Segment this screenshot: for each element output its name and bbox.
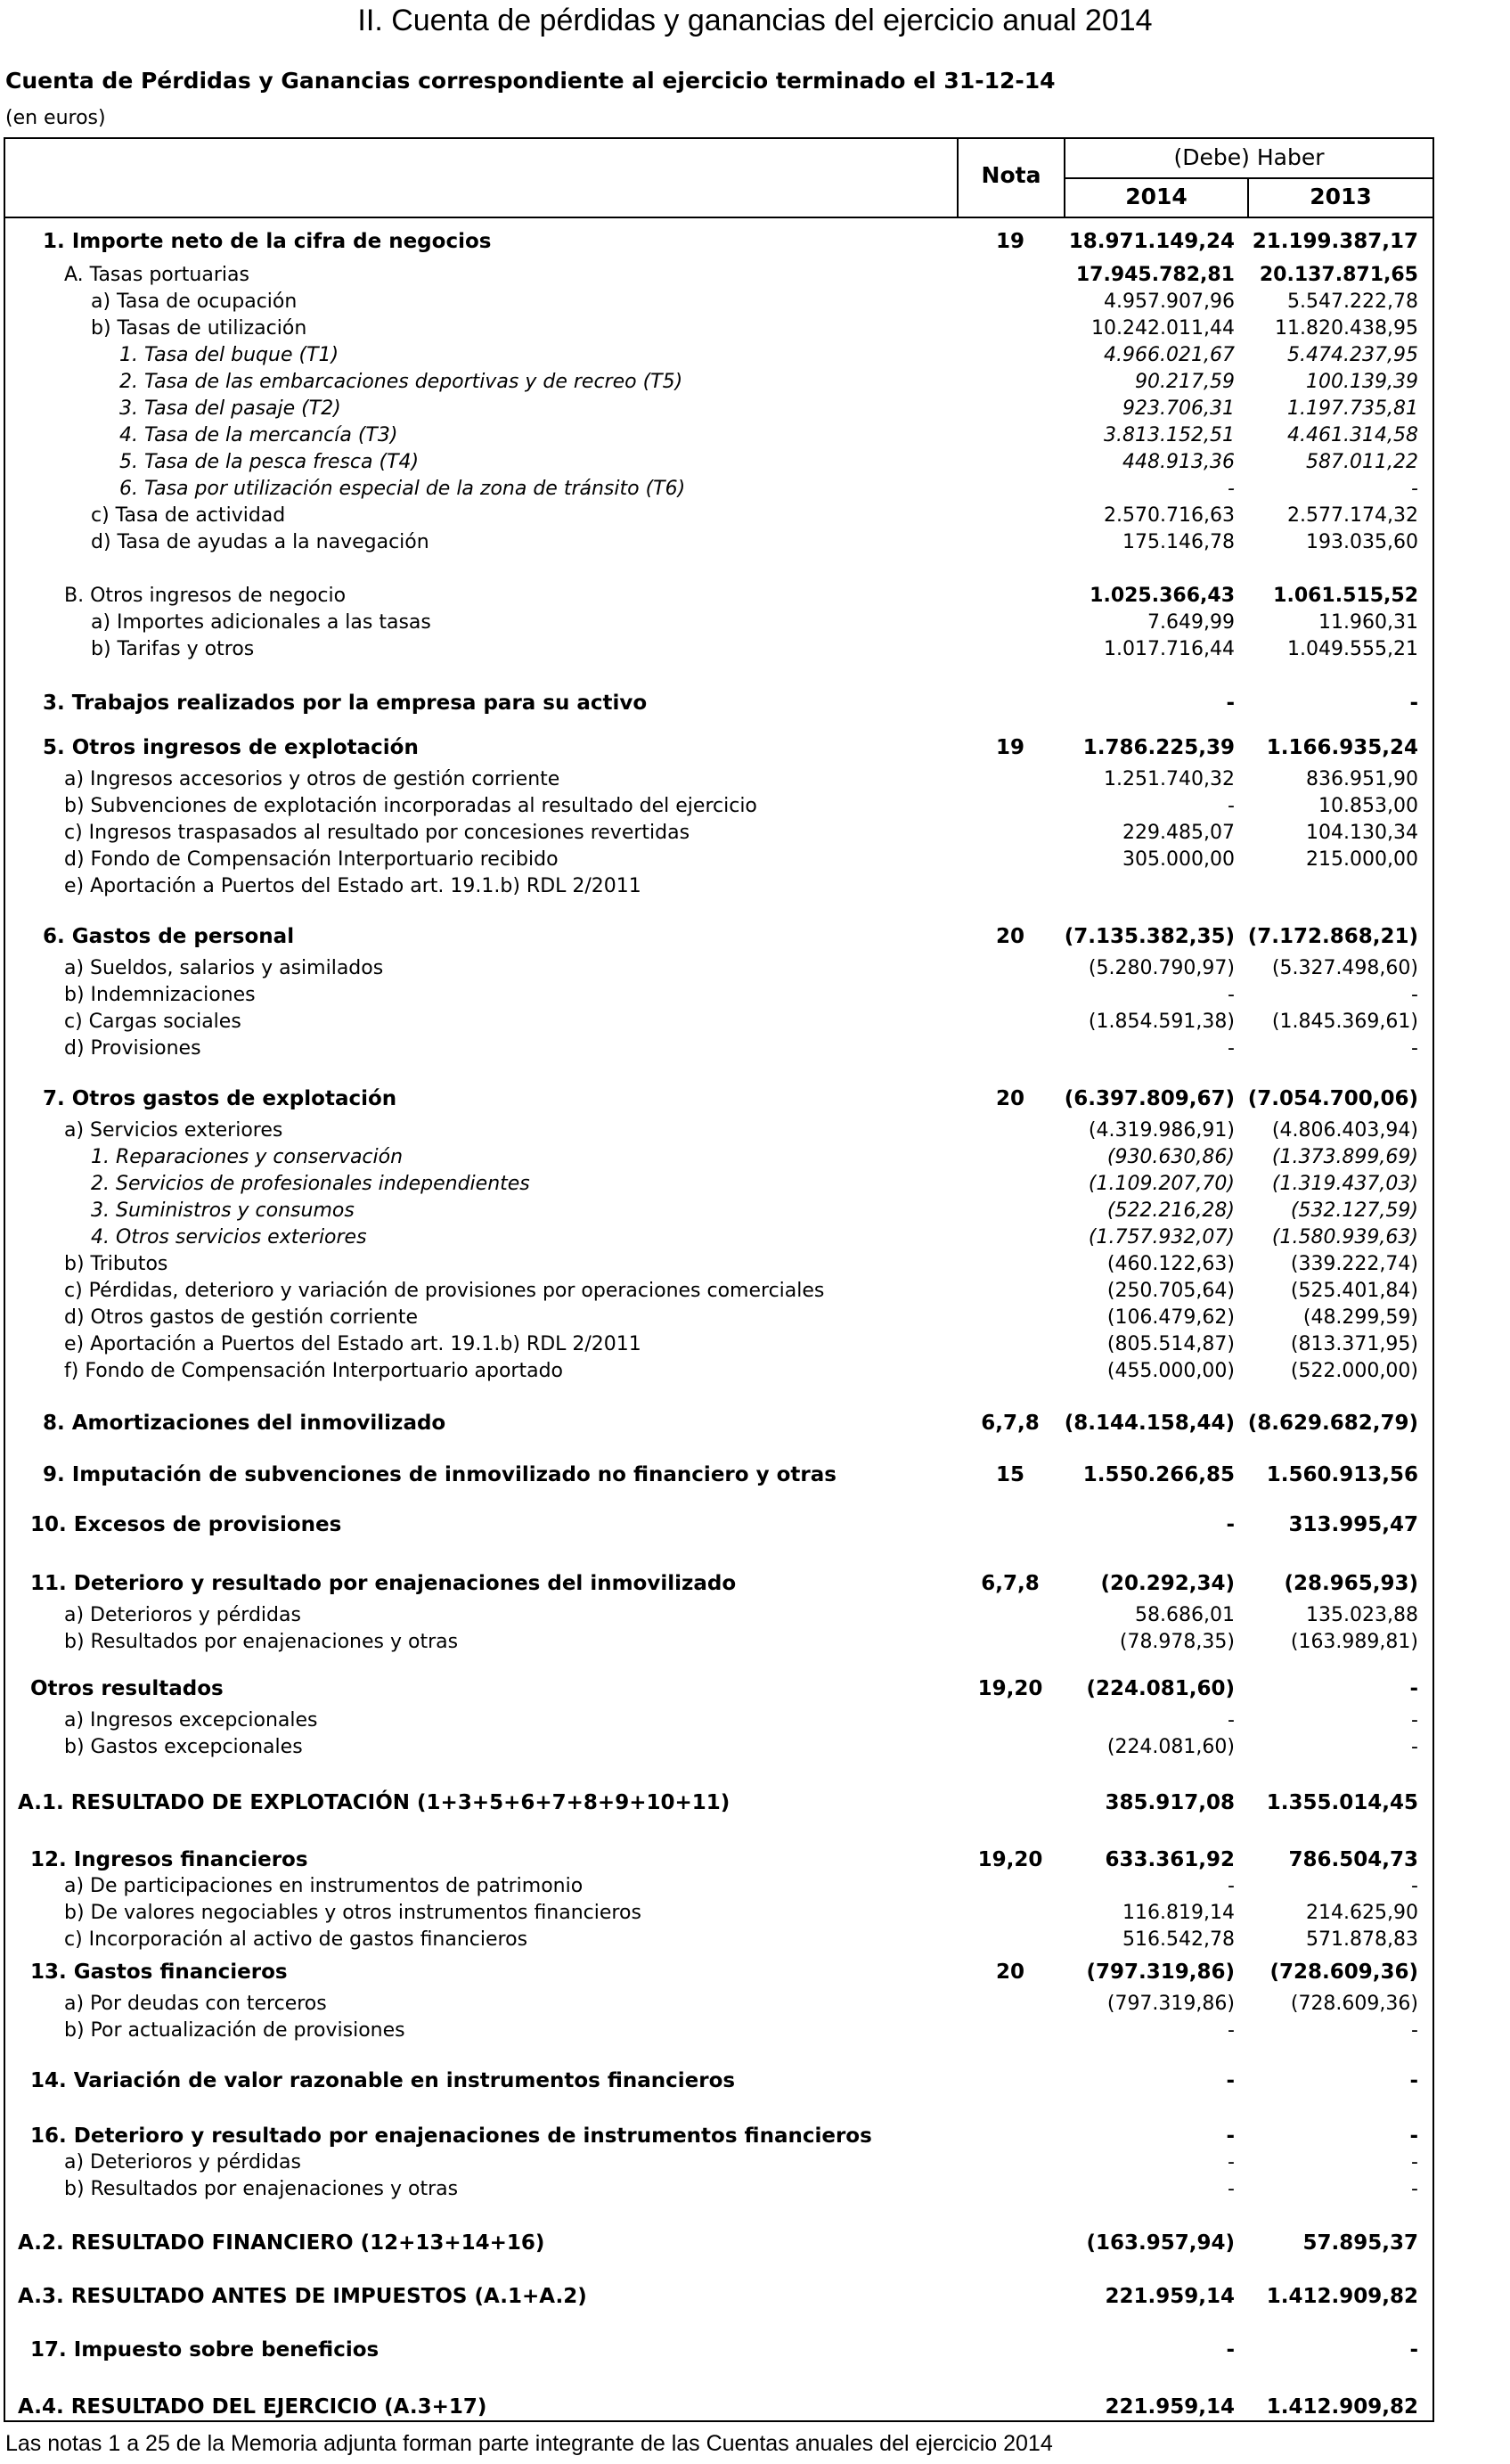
row-value-2013: 104.130,34 bbox=[1306, 822, 1418, 844]
row-label: A.2. RESULTADO FINANCIERO (12+13+14+16) bbox=[18, 2231, 545, 2255]
row-value-2014: (797.319,86) bbox=[1106, 1993, 1235, 2015]
row-label: b) Por actualización de provisiones bbox=[64, 2019, 405, 2042]
row-value-2013: - bbox=[1409, 2124, 1418, 2148]
row-label: a) Servicios exteriores bbox=[64, 1119, 283, 1142]
row-label: a) Sueldos, salarios y asimilados bbox=[64, 957, 384, 979]
row-value-2013: 20.137.871,65 bbox=[1259, 264, 1418, 286]
table-row bbox=[5, 369, 1432, 396]
table-row bbox=[5, 583, 1432, 610]
table-row bbox=[5, 820, 1432, 847]
table-row bbox=[5, 1358, 1432, 1385]
row-value-2013: 1.197.735,81 bbox=[1287, 397, 1418, 420]
row-value-2014: (455.000,00) bbox=[1106, 1360, 1235, 1382]
row-label: b) Tasas de utilización bbox=[91, 317, 307, 340]
row-value-2013: - bbox=[1409, 1677, 1418, 1700]
row-label: 3. Suministros y consumos bbox=[91, 1199, 355, 1222]
row-value-2014: (20.292,34) bbox=[1100, 1572, 1235, 1595]
row-nota: 19,20 bbox=[977, 1677, 1043, 1700]
row-value-2013: (1.319.437,03) bbox=[1271, 1173, 1418, 1195]
table-row bbox=[5, 2176, 1432, 2203]
row-value-2013: 1.412.909,82 bbox=[1266, 2395, 1418, 2419]
row-label: 5. Tasa de la pesca fresca (T4) bbox=[119, 451, 420, 473]
row-value-2014: (1.757.932,07) bbox=[1088, 1226, 1235, 1248]
row-label: A.1. RESULTADO DE EXPLOTACIÓN (1+3+5+6+7+8+9+10+11) bbox=[18, 1791, 731, 1814]
row-label: 17. Impuesto sobre beneficios bbox=[30, 2338, 380, 2362]
row-value-2014: 18.971.149,24 bbox=[1068, 230, 1235, 253]
row-value-2013: (1.373.899,69) bbox=[1271, 1146, 1418, 1168]
row-nota: 20 bbox=[995, 1961, 1024, 1984]
row-label: 12. Ingresos financieros bbox=[30, 1848, 308, 1871]
row-value-2013: (7.054.700,06) bbox=[1247, 1087, 1418, 1110]
row-label: b) Resultados por enajenaciones y otras bbox=[64, 2178, 459, 2200]
column-header-nota: Nota bbox=[981, 162, 1041, 188]
row-value-2013: (4.806.403,94) bbox=[1271, 1119, 1418, 1142]
row-value-2013: - bbox=[1411, 1037, 1418, 1060]
row-value-2013: 2.577.174,32 bbox=[1287, 504, 1418, 527]
row-value-2014: - bbox=[1226, 692, 1235, 715]
row-value-2014: 385.917,08 bbox=[1105, 1791, 1235, 1814]
row-value-2014: 221.959,14 bbox=[1105, 2285, 1235, 2308]
row-nota: 20 bbox=[995, 1087, 1024, 1110]
table-row bbox=[5, 1900, 1432, 1927]
row-value-2014: 116.819,14 bbox=[1122, 1902, 1235, 1924]
row-value-2014: - bbox=[1228, 2151, 1235, 2173]
row-value-2014: 175.146,78 bbox=[1122, 531, 1235, 553]
row-label: a) Deterioros y pérdidas bbox=[64, 2151, 301, 2173]
row-value-2013: - bbox=[1411, 478, 1418, 500]
row-label: 8. Amortizaciones del inmovilizado bbox=[43, 1412, 446, 1435]
table-row bbox=[5, 289, 1432, 315]
row-value-2013: 11.960,31 bbox=[1318, 611, 1418, 634]
table-row bbox=[5, 636, 1432, 663]
row-value-2013: (339.222,74) bbox=[1290, 1253, 1418, 1275]
row-value-2013: 571.878,83 bbox=[1306, 1928, 1418, 1951]
row-value-2014: 4.957.907,96 bbox=[1104, 291, 1235, 313]
row-value-2014: 221.959,14 bbox=[1105, 2395, 1235, 2419]
table-row bbox=[5, 1991, 1432, 2018]
row-nota: 6,7,8 bbox=[981, 1572, 1040, 1595]
row-value-2013: - bbox=[1411, 2178, 1418, 2200]
row-value-2013: 193.035,60 bbox=[1306, 531, 1418, 553]
table-row bbox=[5, 396, 1432, 422]
table-row bbox=[5, 1461, 1432, 1488]
row-value-2014: 516.542,78 bbox=[1122, 1928, 1235, 1951]
table-row bbox=[5, 1251, 1432, 1278]
row-label: d) Tasa de ayudas a la navegación bbox=[91, 531, 429, 553]
table-row bbox=[5, 1846, 1432, 1873]
row-value-2014: (163.957,94) bbox=[1086, 2231, 1235, 2255]
row-value-2014: (224.081,60) bbox=[1086, 1677, 1235, 1700]
row-value-2013: - bbox=[1411, 1875, 1418, 1897]
row-value-2014: - bbox=[1228, 1875, 1235, 1897]
row-value-2014: (6.397.809,67) bbox=[1064, 1087, 1235, 1110]
row-value-2014: - bbox=[1228, 795, 1235, 817]
table-row bbox=[5, 1198, 1432, 1224]
row-value-2013: 1.166.935,24 bbox=[1266, 736, 1418, 759]
table-row bbox=[5, 2067, 1432, 2094]
row-value-2014: 633.361,92 bbox=[1105, 1848, 1235, 1871]
row-value-2013: 11.820.438,95 bbox=[1275, 317, 1418, 340]
page-title: II. Cuenta de pérdidas y ganancias del ejercicio anual 2014 bbox=[357, 4, 1153, 37]
table-row bbox=[5, 2123, 1432, 2149]
table-row bbox=[5, 982, 1432, 1009]
row-value-2014: 1.550.266,85 bbox=[1082, 1463, 1235, 1486]
row-value-2013: 836.951,90 bbox=[1306, 768, 1418, 790]
header-divider bbox=[1064, 177, 1432, 179]
row-label: a) Deterioros y pérdidas bbox=[64, 1604, 301, 1626]
table-row bbox=[5, 342, 1432, 369]
table-row bbox=[5, 1085, 1432, 1112]
row-label: b) Tributos bbox=[64, 1253, 168, 1275]
table-row bbox=[5, 847, 1432, 873]
table-row bbox=[5, 1570, 1432, 1597]
row-value-2014: (1.109.207,70) bbox=[1088, 1173, 1235, 1195]
row-label: 11. Deterioro y resultado por enajenaciones del inmovilizado bbox=[30, 1572, 737, 1595]
row-value-2014: 229.485,07 bbox=[1122, 822, 1235, 844]
row-value-2013: (48.299,59) bbox=[1302, 1306, 1418, 1329]
income-statement-table bbox=[4, 137, 1434, 2422]
row-value-2013: (163.989,81) bbox=[1290, 1631, 1418, 1653]
row-value-2013: (8.629.682,79) bbox=[1247, 1412, 1418, 1435]
row-label: b) Gastos excepcionales bbox=[64, 1736, 303, 1758]
row-nota: 19 bbox=[995, 230, 1024, 253]
row-value-2013: 215.000,00 bbox=[1306, 848, 1418, 871]
row-value-2014: 448.913,36 bbox=[1122, 451, 1235, 473]
row-value-2013: - bbox=[1409, 692, 1418, 715]
row-value-2014: (797.319,86) bbox=[1086, 1961, 1235, 1984]
row-label: d) Otros gastos de gestión corriente bbox=[64, 1306, 419, 1329]
row-value-2013: (28.965,93) bbox=[1284, 1572, 1418, 1595]
row-value-2013: - bbox=[1411, 1709, 1418, 1731]
column-header-group: (Debe) Haber bbox=[1173, 144, 1325, 170]
currency-note: (en euros) bbox=[5, 107, 106, 129]
row-value-2014: 58.686,01 bbox=[1135, 1604, 1235, 1626]
table-row bbox=[5, 2337, 1432, 2363]
row-label: b) Tarifas y otros bbox=[91, 638, 255, 660]
table-row bbox=[5, 923, 1432, 950]
header-bottom-rule bbox=[5, 217, 1432, 218]
row-value-2014: - bbox=[1228, 2019, 1235, 2042]
row-value-2014: 90.217,59 bbox=[1135, 371, 1235, 393]
row-label: b) Subvenciones de explotación incorporadas al resultado del ejercicio bbox=[64, 795, 757, 817]
row-label: A.4. RESULTADO DEL EJERCICIO (A.3+17) bbox=[18, 2395, 487, 2419]
row-value-2013: 214.625,90 bbox=[1306, 1902, 1418, 1924]
row-value-2014: (4.319.986,91) bbox=[1088, 1119, 1235, 1142]
row-value-2014: 1.251.740,32 bbox=[1104, 768, 1235, 790]
row-label: c) Pérdidas, deterioro y variación de provisiones por operaciones comerciales bbox=[64, 1280, 825, 1302]
table-row bbox=[5, 1602, 1432, 1629]
row-label: e) Aportación a Puertos del Estado art. 19.1.b) RDL 2/2011 bbox=[64, 875, 641, 897]
table-row bbox=[5, 1789, 1432, 1816]
row-value-2013: (1.580.939,63) bbox=[1271, 1226, 1418, 1248]
row-label: c) Ingresos traspasados al resultado por concesiones revertidas bbox=[64, 822, 690, 844]
row-value-2014: (460.122,63) bbox=[1106, 1253, 1235, 1275]
row-value-2014: (7.135.382,35) bbox=[1064, 925, 1235, 948]
row-value-2014: (522.216,28) bbox=[1106, 1199, 1235, 1222]
row-value-2013: - bbox=[1411, 2019, 1418, 2042]
row-value-2013: (5.327.498,60) bbox=[1271, 957, 1418, 979]
row-value-2014: (78.978,35) bbox=[1119, 1631, 1235, 1653]
table-row bbox=[5, 1629, 1432, 1656]
table-row bbox=[5, 1873, 1432, 1900]
row-value-2013: - bbox=[1411, 1736, 1418, 1758]
table-row bbox=[5, 1171, 1432, 1198]
row-label: d) Fondo de Compensación Interportuario recibido bbox=[64, 848, 559, 871]
footer-note: Las notas 1 a 25 de la Memoria adjunta forman parte integrante de las Cuentas anuales del ejercicio 2014 bbox=[5, 2431, 1053, 2456]
row-label: 1. Tasa del buque (T1) bbox=[119, 344, 339, 366]
table-row bbox=[5, 2230, 1432, 2256]
row-label: a) Ingresos excepcionales bbox=[64, 1709, 318, 1731]
row-label: c) Tasa de actividad bbox=[91, 504, 286, 527]
row-value-2014: 4.966.021,67 bbox=[1104, 344, 1235, 366]
row-value-2013: 313.995,47 bbox=[1288, 1513, 1418, 1536]
row-value-2013: 786.504,73 bbox=[1288, 1848, 1418, 1871]
table-row bbox=[5, 1410, 1432, 1437]
table-row bbox=[5, 262, 1432, 289]
row-value-2013: 1.049.555,21 bbox=[1287, 638, 1418, 660]
row-value-2013: (532.127,59) bbox=[1290, 1199, 1418, 1222]
table-row bbox=[5, 690, 1432, 716]
row-label: 6. Gastos de personal bbox=[43, 925, 295, 948]
table-row bbox=[5, 315, 1432, 342]
row-value-2014: (8.144.158,44) bbox=[1064, 1412, 1235, 1435]
row-value-2014: 10.242.011,44 bbox=[1091, 317, 1235, 340]
row-value-2014: (1.854.591,38) bbox=[1088, 1011, 1235, 1033]
row-value-2014: (106.479,62) bbox=[1106, 1306, 1235, 1329]
row-nota: 20 bbox=[995, 925, 1024, 948]
table-row bbox=[5, 873, 1432, 900]
row-label: 4. Otros servicios exteriores bbox=[91, 1226, 367, 1248]
row-value-2014: - bbox=[1228, 984, 1235, 1006]
table-row bbox=[5, 449, 1432, 476]
row-nota: 6,7,8 bbox=[981, 1412, 1040, 1435]
row-label: Otros resultados bbox=[30, 1677, 224, 1700]
row-label: b) Indemnizaciones bbox=[64, 984, 256, 1006]
row-value-2013: 1.061.515,52 bbox=[1273, 585, 1418, 607]
row-label: 2. Tasa de las embarcaciones deportivas y de recreo (T5) bbox=[119, 371, 683, 393]
row-label: a) Importes adicionales a las tasas bbox=[91, 611, 431, 634]
row-value-2014: (250.705,64) bbox=[1106, 1280, 1235, 1302]
row-label: B. Otros ingresos de negocio bbox=[64, 585, 347, 607]
row-value-2013: 1.412.909,82 bbox=[1266, 2285, 1418, 2308]
row-label: f) Fondo de Compensación Interportuario aportado bbox=[64, 1360, 564, 1382]
row-value-2014: 305.000,00 bbox=[1122, 848, 1235, 871]
table-row bbox=[5, 1036, 1432, 1062]
row-label: a) Por deudas con terceros bbox=[64, 1993, 327, 2015]
table-row bbox=[5, 1278, 1432, 1305]
table-row bbox=[5, 955, 1432, 982]
row-value-2014: 1.025.366,43 bbox=[1090, 585, 1235, 607]
row-label: b) De valores negociables y otros instrumentos financieros bbox=[64, 1902, 641, 1924]
column-header-2013: 2013 bbox=[1310, 184, 1372, 209]
table-row bbox=[5, 2149, 1432, 2176]
row-label: c) Cargas sociales bbox=[64, 1011, 241, 1033]
row-value-2013: - bbox=[1411, 984, 1418, 1006]
row-value-2014: (224.081,60) bbox=[1106, 1736, 1235, 1758]
table-row bbox=[5, 1331, 1432, 1358]
row-nota: 19 bbox=[995, 736, 1024, 759]
row-value-2013: 10.853,00 bbox=[1318, 795, 1418, 817]
table-row bbox=[5, 2394, 1432, 2420]
row-label: 14. Variación de valor razonable en instrumentos financieros bbox=[30, 2069, 736, 2092]
row-value-2014: 923.706,31 bbox=[1122, 397, 1235, 420]
table-row bbox=[5, 1009, 1432, 1036]
table-row bbox=[5, 1144, 1432, 1171]
row-label: e) Aportación a Puertos del Estado art. 19.1.b) RDL 2/2011 bbox=[64, 1333, 641, 1355]
row-value-2013: 135.023,88 bbox=[1306, 1604, 1418, 1626]
row-value-2014: - bbox=[1226, 1513, 1235, 1536]
row-value-2013: (525.401,84) bbox=[1290, 1280, 1418, 1302]
row-value-2014: 17.945.782,81 bbox=[1075, 264, 1235, 286]
table-row bbox=[5, 1734, 1432, 1761]
row-value-2014: (5.280.790,97) bbox=[1088, 957, 1235, 979]
row-label: 2. Servicios de profesionales independientes bbox=[91, 1173, 530, 1195]
row-value-2013: 1.355.014,45 bbox=[1266, 1791, 1418, 1814]
row-value-2013: - bbox=[1411, 2151, 1418, 2173]
table-row bbox=[5, 1707, 1432, 1734]
row-label: 6. Tasa por utilización especial de la zona de tránsito (T6) bbox=[119, 478, 686, 500]
table-row bbox=[5, 766, 1432, 793]
statement-subtitle: Cuenta de Pérdidas y Ganancias correspondiente al ejercicio terminado el 31-12-14 bbox=[5, 68, 1056, 94]
row-value-2014: - bbox=[1228, 478, 1235, 500]
row-value-2014: - bbox=[1228, 1037, 1235, 1060]
table-row bbox=[5, 2283, 1432, 2310]
table-row bbox=[5, 2018, 1432, 2044]
row-value-2014: - bbox=[1226, 2124, 1235, 2148]
row-value-2014: - bbox=[1226, 2338, 1235, 2362]
row-value-2014: - bbox=[1226, 2069, 1235, 2092]
row-value-2014: 7.649,99 bbox=[1147, 611, 1235, 634]
row-value-2013: - bbox=[1409, 2338, 1418, 2362]
row-label: 1. Importe neto de la cifra de negocios bbox=[43, 230, 492, 253]
row-value-2013: (522.000,00) bbox=[1290, 1360, 1418, 1382]
table-row bbox=[5, 1305, 1432, 1331]
row-label: 13. Gastos financieros bbox=[30, 1961, 288, 1984]
table-row bbox=[5, 610, 1432, 636]
row-value-2014: 2.570.716,63 bbox=[1104, 504, 1235, 527]
row-label: b) Resultados por enajenaciones y otras bbox=[64, 1631, 459, 1653]
row-label: d) Provisiones bbox=[64, 1037, 201, 1060]
table-row bbox=[5, 422, 1432, 449]
row-value-2013: 4.461.314,58 bbox=[1287, 424, 1418, 446]
row-value-2014: 1.786.225,39 bbox=[1082, 736, 1235, 759]
row-label: a) De participaciones en instrumentos de patrimonio bbox=[64, 1875, 584, 1897]
row-label: A.3. RESULTADO ANTES DE IMPUESTOS (A.1+A.2) bbox=[18, 2285, 587, 2308]
table-row bbox=[5, 1511, 1432, 1538]
row-label: 4. Tasa de la mercancía (T3) bbox=[119, 424, 398, 446]
row-value-2013: (813.371,95) bbox=[1290, 1333, 1418, 1355]
row-value-2014: - bbox=[1228, 2178, 1235, 2200]
row-value-2013: (7.172.868,21) bbox=[1247, 925, 1418, 948]
table-row bbox=[5, 1927, 1432, 1953]
row-value-2013: 587.011,22 bbox=[1306, 451, 1418, 473]
row-label: a) Ingresos accesorios y otros de gestión corriente bbox=[64, 768, 560, 790]
row-value-2013: 21.199.387,17 bbox=[1252, 230, 1418, 253]
row-label: a) Tasa de ocupación bbox=[91, 291, 298, 313]
row-value-2014: 3.813.152,51 bbox=[1104, 424, 1235, 446]
row-nota: 15 bbox=[995, 1463, 1024, 1486]
row-value-2014: 1.017.716,44 bbox=[1104, 638, 1235, 660]
row-value-2014: (930.630,86) bbox=[1106, 1146, 1235, 1168]
row-label: 3. Trabajos realizados por la empresa para su activo bbox=[43, 692, 648, 715]
row-label: 16. Deterioro y resultado por enajenaciones de instrumentos financieros bbox=[30, 2124, 872, 2148]
row-value-2013: (728.609,36) bbox=[1290, 1993, 1418, 2015]
table-row bbox=[5, 529, 1432, 556]
row-value-2013: - bbox=[1409, 2069, 1418, 2092]
row-value-2013: (1.845.369,61) bbox=[1271, 1011, 1418, 1033]
table-row bbox=[5, 1224, 1432, 1251]
row-label: 3. Tasa del pasaje (T2) bbox=[119, 397, 341, 420]
row-value-2013: 5.547.222,78 bbox=[1287, 291, 1418, 313]
column-header-2014: 2014 bbox=[1125, 184, 1188, 209]
table-row bbox=[5, 734, 1432, 761]
row-label: A. Tasas portuarias bbox=[64, 264, 249, 286]
row-value-2013: 100.139,39 bbox=[1306, 371, 1418, 393]
row-label: c) Incorporación al activo de gastos financieros bbox=[64, 1928, 528, 1951]
row-label: 7. Otros gastos de explotación bbox=[43, 1087, 397, 1110]
row-value-2014: - bbox=[1228, 1709, 1235, 1731]
row-label: 10. Excesos de provisiones bbox=[30, 1513, 342, 1536]
table-row bbox=[5, 1959, 1432, 1985]
table-row bbox=[5, 1117, 1432, 1144]
row-label: 1. Reparaciones y conservación bbox=[91, 1146, 404, 1168]
row-nota: 19,20 bbox=[977, 1848, 1043, 1871]
row-value-2013: 1.560.913,56 bbox=[1266, 1463, 1418, 1486]
row-value-2014: (805.514,87) bbox=[1106, 1333, 1235, 1355]
row-value-2013: (728.609,36) bbox=[1269, 1961, 1418, 1984]
table-row bbox=[5, 793, 1432, 820]
table-row bbox=[5, 503, 1432, 529]
table-row bbox=[5, 476, 1432, 503]
row-value-2013: 5.474.237,95 bbox=[1287, 344, 1418, 366]
row-value-2013: 57.895,37 bbox=[1302, 2231, 1418, 2255]
table-row bbox=[5, 1675, 1432, 1702]
row-label: 5. Otros ingresos de explotación bbox=[43, 736, 419, 759]
table-row bbox=[5, 228, 1432, 255]
row-label: 9. Imputación de subvenciones de inmovilizado no financiero y otras bbox=[43, 1463, 837, 1486]
